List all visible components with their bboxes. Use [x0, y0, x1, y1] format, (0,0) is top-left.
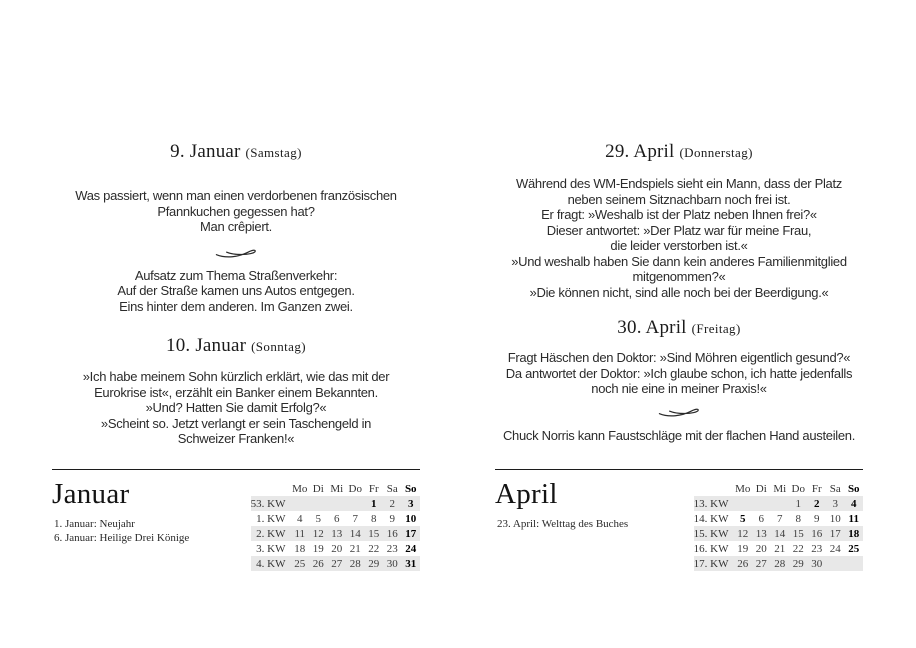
day-cell: 11	[848, 512, 859, 525]
joke-text	[36, 268, 436, 315]
joke-line: Aufsatz zum Thema Straßenverkehr:	[134, 267, 338, 283]
april-mini-calendar	[694, 482, 864, 571]
day-cell: 27	[755, 557, 767, 570]
day-cell: 29	[792, 557, 804, 570]
entry-weekday: (Freitag)	[691, 321, 741, 336]
joke-line: Chuck Norris kann Faustschläge mit der flachen Hand austeilen.	[502, 427, 856, 443]
day-cell: 19	[737, 542, 749, 555]
weekday-header: So	[404, 483, 417, 495]
entry-heading-apr-29	[479, 140, 879, 165]
joke-line: Dieser antwortet: »Der Platz war für meine Frau,	[546, 222, 812, 238]
joke-line: noch nie eine in meiner Praxis!«	[591, 381, 767, 396]
day-cell: 7	[352, 512, 358, 525]
january-mini-calendar	[251, 482, 421, 571]
calendar-week-row	[694, 556, 864, 571]
joke-line: »Und? Hatten Sie damit Erfolg?«	[145, 400, 327, 415]
joke-line: »Und weshalb haben Sie dann kein anderes Familienmitglied	[511, 253, 847, 269]
day-cell: 16	[811, 527, 823, 540]
day-cell: 21	[774, 542, 786, 555]
joke-line: Pfannkuchen gegessen hat?	[157, 203, 315, 219]
kw-label: 1. KW	[256, 512, 286, 525]
calendar-week-row	[251, 511, 421, 526]
entry-date: 9. Januar	[170, 141, 241, 162]
day-cell: 5	[740, 512, 746, 525]
day-cell: 29	[368, 557, 380, 570]
holiday-note: 6. Januar: Heilige Drei Könige	[54, 531, 190, 544]
calendar-week-row	[251, 556, 421, 571]
joke-line: die leider verstorben ist.«	[610, 238, 748, 253]
april-footer	[495, 469, 863, 580]
joke-line: »Ich habe meinem Sohn kürzlich erklärt, wie das mit der	[82, 369, 390, 384]
weekday-header: Di	[755, 483, 767, 495]
day-cell: 22	[792, 542, 804, 555]
day-cell: 3	[832, 497, 838, 510]
month-title: Januar	[52, 478, 130, 510]
joke-text	[36, 369, 436, 447]
day-cell: 23	[811, 542, 823, 555]
joke-line: »Die können nicht, sind alle noch bei der Beerdigung.«	[529, 284, 829, 300]
day-cell: 15	[792, 527, 804, 540]
joke-line: Während des WM-Endspiels sieht ein Mann, dass der Platz	[516, 176, 842, 191]
weekday-header-row	[694, 482, 864, 496]
joke-line: Er fragt: »Weshalb ist der Platz neben Ihnen frei?«	[541, 207, 817, 222]
entry-weekday: (Donnerstag)	[679, 145, 753, 160]
flourish-ornament-icon	[36, 244, 436, 260]
kw-label: 17. KW	[693, 557, 729, 570]
weekday-header: Fr	[811, 483, 822, 495]
entry-heading-jan-10	[36, 334, 436, 359]
day-cell: 28	[349, 557, 361, 570]
kw-label: 14. KW	[693, 512, 729, 525]
day-cell: 13	[755, 527, 767, 540]
day-cell: 17	[405, 527, 417, 540]
day-cell: 24	[829, 542, 841, 555]
holiday-notes	[497, 518, 628, 532]
page-april	[479, 140, 879, 443]
day-cell: 1	[795, 497, 801, 510]
weekday-header: Fr	[368, 483, 379, 495]
day-cell: 26	[312, 557, 324, 570]
day-cell: 11	[294, 527, 306, 540]
weekday-header: Sa	[386, 483, 398, 495]
day-cell: 22	[368, 542, 380, 555]
day-cell: 2	[389, 497, 395, 510]
day-cell: 5	[315, 512, 321, 525]
day-cell: 23	[386, 542, 398, 555]
day-cell: 8	[371, 512, 377, 525]
calendar-week-row	[251, 541, 421, 556]
day-cell: 25	[848, 542, 860, 555]
joke-text	[36, 188, 436, 235]
day-cell: 26	[737, 557, 749, 570]
weekday-header: Mo	[292, 483, 308, 495]
calendar-week-row	[694, 496, 864, 511]
day-cell: 13	[331, 527, 343, 540]
day-cell: 16	[386, 527, 398, 540]
month-title: April	[495, 478, 558, 510]
entry-heading-apr-30	[479, 316, 879, 341]
joke-line: Da antwortet der Doktor: »Ich glaube schon, ich hatte jedenfalls	[505, 365, 853, 381]
weekday-header: Sa	[829, 483, 841, 495]
day-cell: 21	[349, 542, 361, 555]
joke-line: »Scheint so. Jetzt verlangt er sein Taschengeld in	[100, 415, 372, 431]
day-cell: 19	[312, 542, 324, 555]
day-cell: 8	[795, 512, 801, 525]
joke-line: Eins hinter dem anderen. Im Ganzen zwei.	[119, 298, 353, 314]
day-cell: 31	[405, 557, 417, 570]
joke-text	[479, 428, 879, 444]
day-cell: 9	[814, 512, 820, 525]
calendar-week-row	[251, 496, 421, 511]
joke-line: mitgenommen?«	[632, 269, 726, 284]
joke-text	[479, 350, 879, 397]
weekday-header: Do	[791, 483, 805, 495]
entry-date: 10. Januar	[166, 335, 247, 356]
weekday-header: Mi	[773, 483, 787, 495]
calendar-week-row	[694, 541, 864, 556]
joke-line: Schweizer Franken!«	[177, 431, 295, 446]
joke-text	[479, 176, 879, 300]
day-cell: 2	[814, 497, 820, 510]
day-cell: 7	[777, 512, 783, 525]
flourish-ornament-icon	[479, 403, 879, 419]
entry-weekday: (Sonntag)	[251, 339, 306, 354]
day-cell: 14	[774, 527, 786, 540]
joke-line: Fragt Häschen den Doktor: »Sind Möhren eigentlich gesund?«	[507, 350, 851, 365]
day-cell: 30	[386, 557, 398, 570]
weekday-header-row	[251, 482, 421, 496]
weekday-header: So	[847, 483, 860, 495]
weekday-header: Do	[348, 483, 362, 495]
calendar-week-row	[251, 526, 421, 541]
kw-label: 2. KW	[256, 527, 286, 540]
page-january	[36, 140, 436, 447]
weekday-header: Mi	[330, 483, 344, 495]
day-cell: 18	[848, 527, 860, 540]
day-cell: 9	[389, 512, 395, 525]
day-cell: 12	[737, 527, 749, 540]
holiday-notes	[54, 518, 189, 545]
day-cell: 6	[758, 512, 764, 525]
entry-date: 29. April	[605, 141, 675, 162]
day-cell: 4	[851, 497, 857, 510]
day-cell: 1	[371, 497, 377, 510]
day-cell: 30	[811, 557, 823, 570]
day-cell: 14	[349, 527, 361, 540]
calendar-week-row	[694, 511, 864, 526]
entry-date: 30. April	[617, 317, 687, 338]
kw-label: 15. KW	[693, 527, 729, 540]
day-cell: 3	[408, 497, 414, 510]
day-cell: 12	[312, 527, 324, 540]
joke-line: Man crêpiert.	[200, 219, 272, 234]
kw-label: 16. KW	[693, 542, 729, 555]
day-cell: 15	[368, 527, 380, 540]
calendar-week-row	[694, 526, 864, 541]
weekday-header: Mo	[735, 483, 751, 495]
day-cell: 27	[331, 557, 343, 570]
day-cell: 25	[294, 557, 306, 570]
day-cell: 20	[755, 542, 767, 555]
joke-line: Eurokrise ist«, erzählt ein Banker einem Bekannten.	[94, 384, 378, 400]
joke-line: Auf der Straße kamen uns Autos entgegen.	[117, 283, 355, 298]
entry-weekday: (Samstag)	[245, 145, 302, 160]
weekday-header: Di	[312, 483, 324, 495]
day-cell: 28	[774, 557, 786, 570]
day-cell: 10	[405, 512, 417, 525]
day-cell: 6	[334, 512, 340, 525]
january-footer	[52, 469, 420, 580]
day-cell: 24	[405, 542, 417, 555]
kw-label: 3. KW	[256, 542, 286, 555]
joke-line: Was passiert, wenn man einen verdorbenen französischen	[75, 188, 397, 203]
kw-label: 53. KW	[250, 497, 286, 510]
kw-label: 13. KW	[693, 497, 729, 510]
day-cell: 18	[294, 542, 306, 555]
day-cell: 4	[297, 512, 303, 525]
holiday-note: 23. April: Welttag des Buches	[497, 518, 629, 530]
entry-heading-jan-9	[36, 140, 436, 165]
holiday-note: 1. Januar: Neujahr	[54, 518, 135, 530]
day-cell: 10	[829, 512, 841, 525]
kw-label: 4. KW	[256, 557, 286, 570]
day-cell: 20	[331, 542, 343, 555]
joke-line: neben seinem Sitznachbarn noch frei ist.	[567, 191, 791, 207]
day-cell: 17	[829, 527, 841, 540]
